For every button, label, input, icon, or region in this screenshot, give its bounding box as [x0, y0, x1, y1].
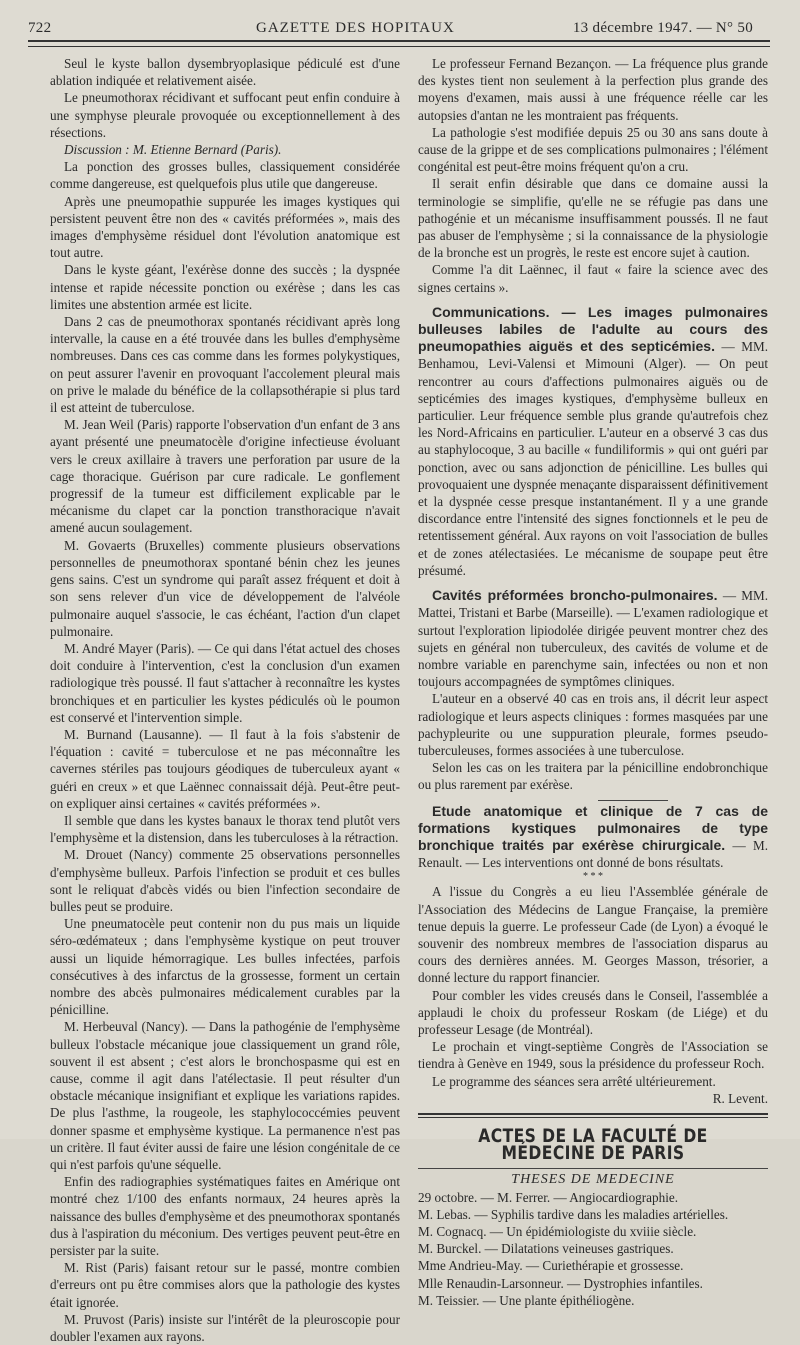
cavites-heading: Cavités préformées broncho-pulmonaires. — [432, 587, 718, 604]
paragraph: M. Rist (Paris) faisant retour sur le passé, montre combien d'erreurs ont pu être commises alors que la pathologie des kystes était ignorée. — [50, 1260, 400, 1310]
right-column — [418, 55, 768, 1309]
paragraph: M. Pruvost (Paris) insiste sur l'intérêt de la pleuroscopie pour doubler l'examen aux rayons. — [50, 1311, 400, 1345]
communications-text: — MM. Benhamou, Levi-Valensi et Mimouni (Alger). — On peut rencontrer au cours d'affections pulmonaires aiguës ou de septicémies des images kystiques, d'emphysème bulleux en particulier. Leur fréquence semble plus grande qu'autrefois chez les Nord-Africains en particulier. L'auteur en a observé 3 cas dus au staphylocoque, 3 au bacille « fundiliformis » qui ont guéri par ponction, avec ou sans adjonction de pénicilline. Les bulles qui provoquaient une dyspnée menaçante disparaissent définitivement et la dyspnée cesse presque instantanément. Il y a une grande discordance entre l'intensité des signes fonctionnels et le peu de retentissement général. Aux rayons on voit l'association de bulles et de zones atélectasiées. Le mécanisme de soupape peut être présumé. — [418, 339, 768, 578]
paragraph: M. Govaerts (Bruxelles) commente plusieurs observations personnelles de pneumothorax spontané bénin chez les jeunes gens sains. C'est un syndrome qui paraît assez fréquent et doit à son sens relever d'un vice de développement de l'alvéole pulmonaire auquel s'associe, le cas échéant, l'action d'un clapet pulmonaire. — [50, 537, 400, 639]
issue-date: 13 décembre 1947. — N° 50 — [572, 20, 753, 36]
paragraph: M. Jean Weil (Paris) rapporte l'observation d'un enfant de 3 ans ayant présenté une pneumatocèle d'origine infectieuse évoluant vers le creux axillaire à travers une perforation par usure de la cage thoracique. Guérison par cure radicale. Le gonflement progressif de la tumeur est difficilement explicable par le mécanisme du clapet car la ponction transthoracique n'avait amené aucun soulagement. — [50, 417, 400, 536]
section-divider — [598, 800, 668, 801]
paragraph: A l'issue du Congrès a eu lieu l'Assemblée générale de l'Association des Médecins de Langue Française, la première tenue depuis la guerre. Le professeur Cade (de Lyon) a évoqué le souvenir des nombreux membres de l'association disparus au cours des dernières années. M. Georges Masson, trésorier, a donné lecture du rapport financier. — [418, 884, 768, 986]
acts-top-rule — [418, 1113, 768, 1118]
paragraph: Seul le kyste ballon dysembryoplasique pédiculé est d'une ablation indiquée et relativement aisée. — [50, 56, 400, 89]
theses-title: THESES DE MEDECINE — [511, 1172, 675, 1188]
paragraph: Dans 2 cas de pneumothorax spontanés récidivant après long intervalle, la cause en a été trouvée dans les bulles d'emphysème nombreuses. Dans ces cas comme dans les formes polykystiques, on peut assurer l'avenir en provoquant l'accolement pleural mais on prive le malade du bénéfice de la collapsothérapie si plus tard il est atteint de tuberculose. — [50, 314, 400, 416]
thesis-item: M. Burckel. — Dilatations veineuses gastriques. — [418, 1241, 674, 1257]
thesis-item: M. Teissier. — Une plante épithéliogène. — [418, 1292, 635, 1308]
paragraph: Comme l'a dit Laënnec, il faut « faire la science avec des signes certains ». — [418, 262, 768, 295]
paragraph: Le prochain et vingt-septième Congrès de l'Association se tiendra à Genève en 1949, sous la présidence du professeur Roch. — [418, 1039, 768, 1072]
paragraph: M. André Mayer (Paris). — Ce qui dans l'état actuel des choses doit conduire à l'intervention, c'est la conclusion d'un examen radiologique très poussé. Il faut s'attacher à reconnaître les kystes bronchiques et en particulier les kystes pédiculés où le poumon est conservé et l'intervention simple. — [50, 640, 400, 725]
journal-title: GAZETTE DES HOPITAUX — [256, 20, 455, 36]
paragraph: Le pneumothorax récidivant et suffocant peut enfin conduire à une symphyse pleurale provoquée ou exceptionnellement à des résections. — [50, 90, 400, 140]
paragraph: M. Herbeuval (Nancy). — Dans la pathogénie de l'emphysème bulleux l'obstacle mécanique joue classiquement un grand rôle, souvent il est absent ; c'est alors le bronchospasme qui est en cause, comme il agit dans l'atélectasie. Il peut résulter d'un obstacle mécanique insignifiant et explique les variations rapides. De plus l'asthme, la rougeole, les staphylococcémies peuvent donner spasme et emphysème kystique. La permanence n'est pas un critère. Il faut éviter aussi de faire une lésion congénitale de ce qui n'est parfois qu'une séquelle. — [50, 1019, 400, 1172]
communications-paragraph — [418, 304, 768, 579]
paragraph: Discussion : M. Etienne Bernard (Paris). — [64, 142, 282, 158]
paragraph: M. Burnand (Lausanne). — Il faut à la fois s'abstenir de l'équation : cavité = tuberculose et ne pas méconnaître les cavernes stériles pas toujours géodiques de tuberculeux ayant « guéri en creux » et que Laënnec connaissait déjà. Peut-être peut-on expliquer ainsi certaines « cavités préformées ». — [50, 726, 400, 811]
thesis-item: Mme Andrieu-May. — Curiethérapie et grossesse. — [418, 1258, 684, 1274]
paragraph: Le programme des séances sera arrêté ultérieurement. — [432, 1073, 716, 1089]
cavites-paragraph — [418, 587, 768, 690]
paragraph: L'auteur en a observé 40 cas en trois ans, il décrit leur aspect radiologique et leurs aspects cliniques : formes masquées par une pachypleurite ou une suppuration pleurale, formes pseudo-tuberculeuses, formes associées à une tuberculose. — [418, 691, 768, 758]
header-rule — [28, 40, 770, 47]
cavites-text: — MM. Mattei, Tristani et Barbe (Marseille). — L'examen radiologique et surtout l'exploration lipiodolée dirigée peuvent montrer chez des sujets en général non tuberculeux, des cavités de volume et de nombre variable en parenchyme sain, infectées ou non et non toujours accompagnées de symptômes cliniques. — [418, 588, 769, 690]
thesis-item: M. Lebas. — Syphilis tardive dans les maladies artérielles. — [418, 1206, 729, 1222]
left-column — [50, 55, 400, 1345]
etude-text: — M. Renault. — Les interventions ont donné de bons résultats. — [418, 837, 768, 871]
communications-heading: Communications. — Les images pulmonaires bulleuses labiles de l'adulte au cours des pneumopathies aiguës et des septicémies. — [418, 303, 768, 355]
paragraph: Il serait enfin désirable que dans ce domaine aussi la terminologie se simplifie, qu'elle ne se réfugie pas dans une pathogénie et un mécanisme insuffisamment poussés. Il ne faut pas abuser de l'emphysème ; si la connaissance de la physiologie de la bronche est un progrès, le reste est encore sujet à caution. — [418, 176, 768, 261]
paragraph: Après une pneumopathie suppurée les images kystiques qui persistent peuvent être non des « cavités préformées », mais des images d'emphysème résiduel dont l'évolution anatomique est tout autre. — [50, 193, 400, 261]
etude-paragraph — [418, 803, 768, 872]
thesis-item: M. Cognacq. — Un épidémiologiste du xviiie siècle. — [418, 1224, 697, 1239]
page-number: 722 — [28, 20, 52, 36]
paragraph: Dans le kyste géant, l'exérèse donne des succès ; la dyspnée intense et rapide nécessite ponction ou exérèse ; dans les cas limites une abstention armée est licite. — [50, 262, 400, 312]
stars-separator: * * * — [583, 871, 603, 883]
page-header — [28, 18, 773, 40]
paragraph: Selon les cas on les traitera par la pénicilline endobronchique ou plus rarement par exérèse. — [418, 760, 768, 793]
etude-heading: Etude anatomique et clinique de 7 cas de formations kystiques pulmonaires de type bronchique traités par exérèse chirurgicale. — [418, 802, 768, 853]
paragraph: La ponction des grosses bulles, classiquement considérée comme dangereuse, est quelquefois plus utile que dangereuse. — [50, 159, 400, 192]
thesis-item: 29 octobre. — M. Ferrer. — Angiocardiographie. — [418, 1189, 679, 1205]
signature: R. Levent. — [712, 1090, 768, 1106]
paragraph: M. Drouet (Nancy) commente 25 observations personnelles d'emphysème bulleux. Parfois l'infection se produit et ces bulles sont le reliquat d'abcès vidés ou bien l'infection secondaire de bulles peut se produire. — [50, 847, 400, 914]
paragraph: Le professeur Fernand Bezançon. — La fréquence plus grande des kystes tient non seulement à la perfection plus grande des moyens d'examen, mais aussi à une fréquence réelle car les autopsies d'antan ne les montraient pas fréquents. — [418, 56, 768, 123]
paragraph: Une pneumatocèle peut contenir non du pus mais un liquide séro-œdémateux ; dans l'emphysème kystique on peut trouver aussi un liquide hémorragique. Les bulles infectées, parfois consécutives à des infarctus de la grossesse, forment un certain nombre des abcès pulmonaires médicalement curables par la pénicilline. — [50, 916, 400, 1018]
paragraph: Pour combler les vides creusés dans le Conseil, l'assemblée a applaudi le choix du professeur Roskam (de Liége) et du professeur Lesage (de Montréal). — [418, 987, 768, 1037]
acts-bottom-rule — [418, 1168, 768, 1169]
paragraph: La pathologie s'est modifiée depuis 25 ou 30 ans sans doute à cause de la grippe et de ses complications pulmonaires ; l'élément congénital est peut-être moins fréquent qu'on a cru. — [418, 124, 768, 175]
thesis-item: Mlle Renaudin-Larsonneur. — Dystrophies infantiles. — [418, 1275, 703, 1291]
paragraph: Enfin des radiographies systématiques faites en Amérique ont montré chez 1/100 des enfants normaux, 24 heures après la naissance des bulles d'emphysème et des pneumothorax spontanés dus à l'aspiration du méconium. Des vertiges peuvent peut-être en persister par la suite. — [50, 1174, 400, 1259]
acts-title: ACTES DE LA FACULTÉ DE MÉDECINE DE PARIS — [478, 1124, 708, 1165]
paragraph: Il semble que dans les kystes banaux le thorax tend plutôt vers l'emphysème et la distension, dans les tuberculoses à la rétraction. — [50, 812, 400, 846]
